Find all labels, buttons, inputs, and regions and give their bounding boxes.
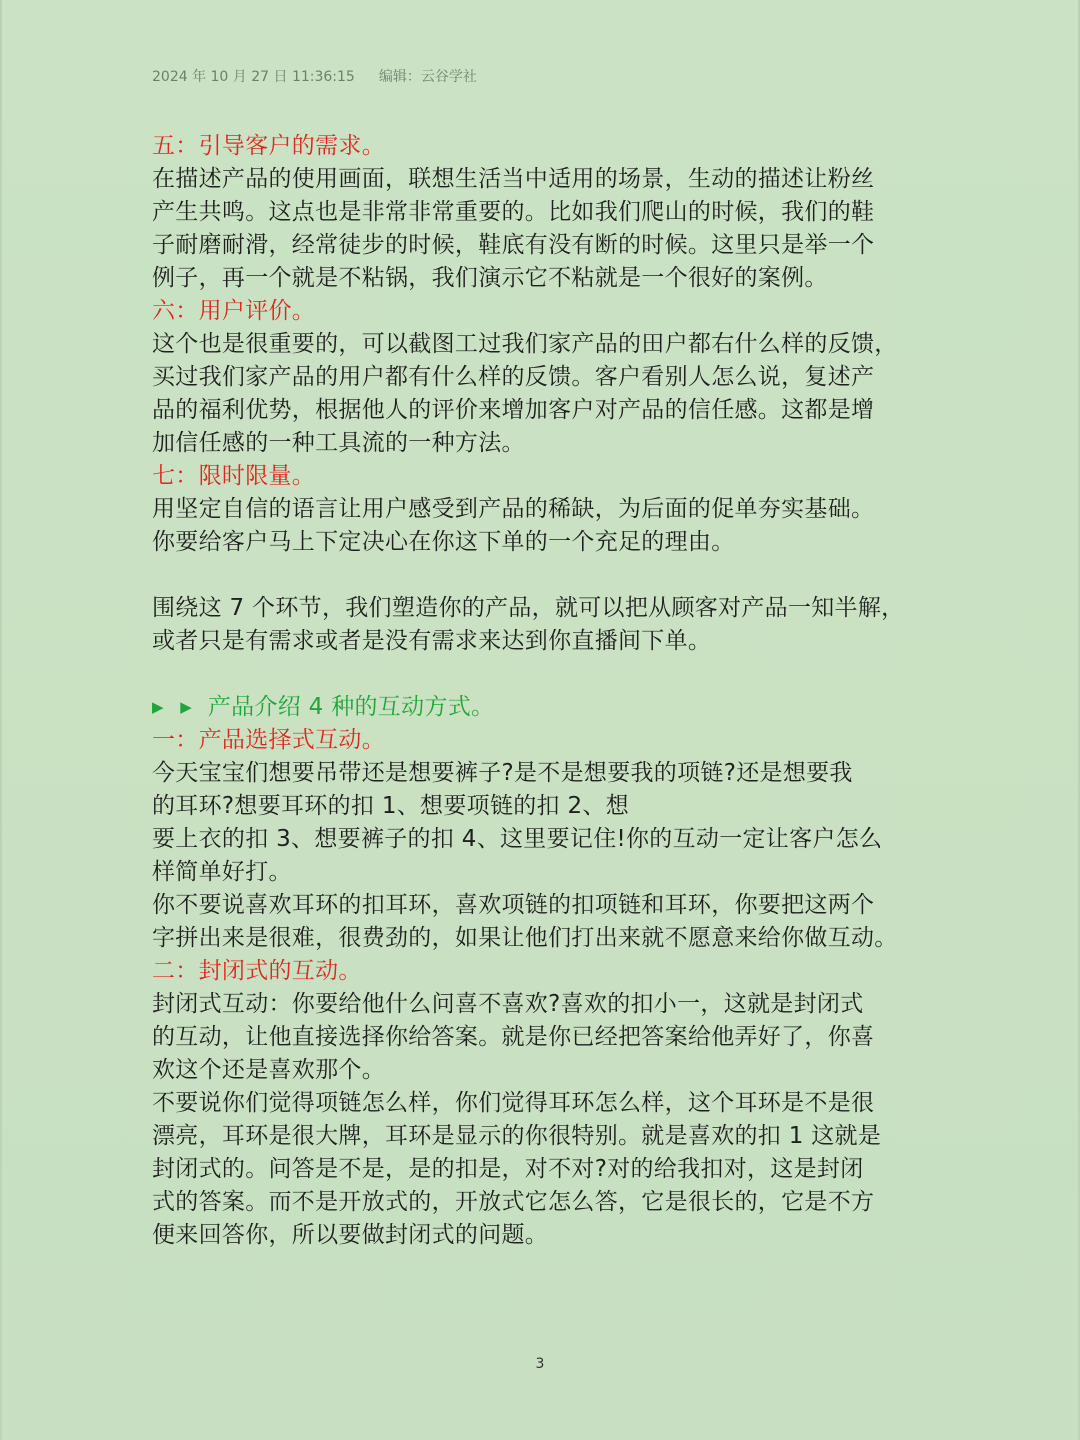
interaction-title-text: 产品介绍 4 种的互动方式。 — [207, 694, 495, 720]
paragraph-line: 封闭式的。问答是不是，是的扣是，对不对?对的给我扣对，这是封闭 — [152, 1156, 864, 1182]
paragraph-gap — [152, 658, 942, 691]
paragraph-line: 的互动，让他直接选择你给答案。就是你已经把答案给他弄好了，你喜 — [152, 1024, 875, 1050]
paragraph-line: 便来回答你，所以要做封闭式的问题。 — [152, 1222, 549, 1248]
page-edge-left — [0, 0, 2, 1440]
paragraph-line: 封闭式互动：你要给他什么问喜不喜欢?喜欢的扣小一，这就是封闭式 — [152, 991, 864, 1017]
paragraph-line: 式的答案。而不是开放式的，开放式它怎么答，它是很长的，它是不方 — [152, 1189, 875, 1215]
paragraph-line: 加信任感的一种工具流的一种方法。 — [152, 430, 525, 456]
paragraph-line: 欢这个还是喜欢那个。 — [152, 1057, 385, 1083]
section-heading: 六：用户评价。 — [152, 298, 316, 324]
paragraph-line: 漂亮，耳环是很大牌，耳环是显示的你很特别。就是喜欢的扣 1 这就是 — [152, 1123, 882, 1149]
paragraph-line: 用坚定自信的语言让用户感受到产品的稀缺，为后面的促单夯实基础。 — [152, 496, 875, 522]
editor-credit: 编辑：云谷学社 — [378, 69, 477, 85]
paragraph-line: 要上衣的扣 3、想要裤子的扣 4、这里要记住!你的互动一定让客户怎么 — [152, 826, 883, 852]
paragraph-line: 子耐磨耐滑，经常徒步的时候，鞋底有没有断的时候。这里只是举一个 — [152, 232, 875, 258]
summary-line: 或者只是有需求或者是没有需求来达到你直播间下单。 — [152, 628, 712, 654]
interaction-title — [152, 691, 942, 724]
section-heading: 一：产品选择式互动。 — [152, 727, 385, 753]
section-heading: 五：引导客户的需求。 — [152, 133, 385, 159]
paragraph-line: 你要给客户马上下定决心在你这下单的一个充足的理由。 — [152, 529, 735, 555]
paragraph-line: 买过我们家产品的用户都有什么样的反馈。客户看别人怎么说，复述产 — [152, 364, 875, 390]
paragraph-line: 样简单好打。 — [152, 859, 292, 885]
page-meta — [152, 66, 477, 86]
timestamp: 2024 年 10 月 27 日 11:36:15 — [152, 69, 355, 85]
paragraph-line: 这个也是很重要的，可以截图工过我们家产品的田户都右什么样的反馈， — [152, 331, 898, 357]
paragraph-line: 今天宝宝们想要吊带还是想要裤子?是不是想要我的项链?还是想要我 — [152, 760, 853, 786]
section-heading: 七：限时限量。 — [152, 463, 316, 489]
summary-line: 围绕这 7 个环节，我们塑造你的产品，就可以把从顾客对产品一知半解， — [152, 595, 905, 621]
paragraph-line: 在描述产品的使用画面，联想生活当中适用的场景，生动的描述让粉丝 — [152, 166, 875, 192]
section-heading: 二：封闭式的互动。 — [152, 958, 362, 984]
paragraph-line: 产生共鸣。这点也是非常非常重要的。比如我们爬山的时候，我们的鞋 — [152, 199, 875, 225]
paragraph-line: 的耳环?想要耳环的扣 1、想要项链的扣 2、想 — [152, 793, 629, 819]
article-body — [152, 130, 942, 1252]
triangle-bullet-icon: ▶ ▶ — [152, 698, 198, 716]
paragraph-gap — [152, 559, 942, 592]
paragraph-line: 你不要说喜欢耳环的扣耳环，喜欢项链的扣项链和耳环，你要把这两个 — [152, 892, 875, 918]
paragraph-line: 例子，再一个就是不粘锅，我们演示它不粘就是一个很好的案例。 — [152, 265, 828, 291]
paragraph-line: 不要说你们觉得项链怎么样，你们觉得耳环怎么样，这个耳环是不是很 — [152, 1090, 875, 1116]
paragraph-line: 品的福利优势，根据他人的评价来增加客户对产品的信任感。这都是增 — [152, 397, 875, 423]
page-number: 3 — [535, 1356, 545, 1372]
paragraph-line: 字拼出来是很难，很费劲的，如果让他们打出来就不愿意来给你做互动。 — [152, 925, 898, 951]
